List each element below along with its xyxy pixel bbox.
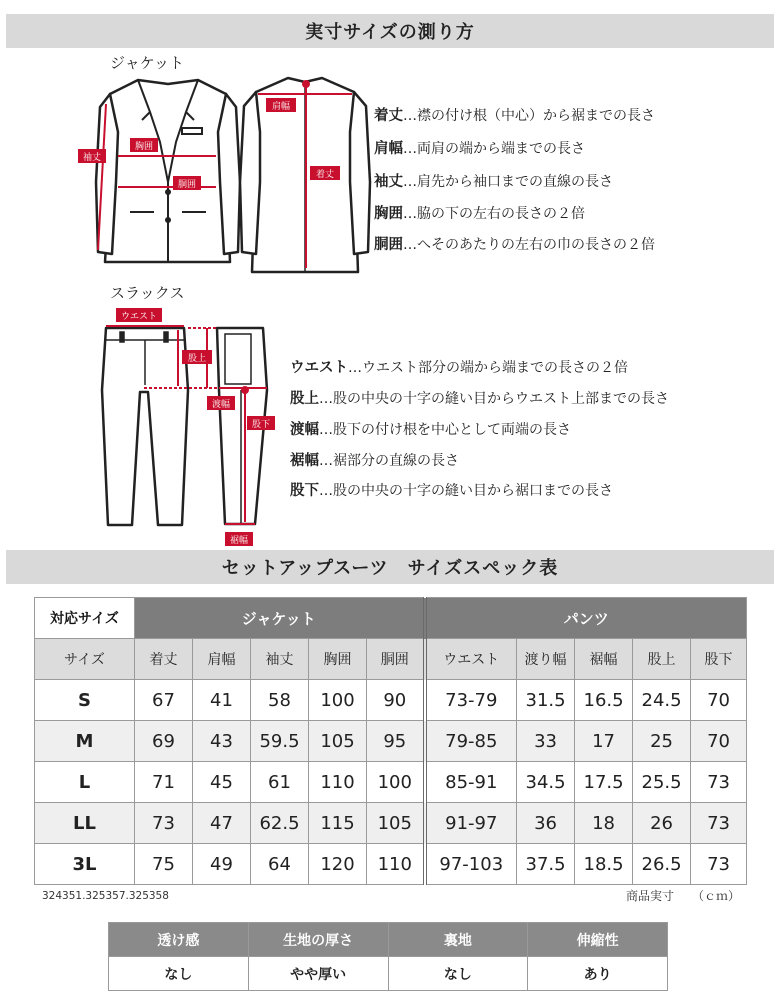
svg-text:渡幅: 渡幅	[211, 400, 231, 410]
slacks-side-illustration	[205, 318, 285, 550]
table-row	[35, 844, 747, 885]
value-cell: 105	[367, 803, 425, 844]
svg-text:股上: 股上	[187, 354, 207, 364]
column-header: 肩幅	[193, 639, 251, 680]
value-cell: 73-79	[425, 680, 517, 721]
fabric-properties-table	[108, 922, 668, 991]
size-column-header: サイズ	[35, 639, 135, 680]
column-header: 渡り幅	[517, 639, 575, 680]
size-cell: LL	[35, 803, 135, 844]
value-cell: 36	[517, 803, 575, 844]
value-cell: 79-85	[425, 721, 517, 762]
value-cell: 26	[633, 803, 691, 844]
value-cell: 58	[251, 680, 309, 721]
value-cell: 33	[517, 721, 575, 762]
fabric-header: 伸縮性	[528, 923, 668, 957]
unit-note: 商品実寸 （ｃｍ）	[625, 889, 740, 903]
slacks-section-label: スラックス	[110, 284, 185, 302]
size-cell: M	[35, 721, 135, 762]
desc-slacks-inseam: 股下…股の中央の十字の縫い目から裾口までの長さ	[290, 483, 613, 499]
column-header: 裾幅	[575, 639, 633, 680]
desc-slacks-thigh: 渡幅…股下の付け根を中心として両端の長さ	[290, 422, 571, 438]
value-cell: 90	[367, 680, 425, 721]
column-header: ウエスト	[425, 639, 517, 680]
jacket-front-illustration	[70, 72, 245, 272]
value-cell: 31.5	[517, 680, 575, 721]
value-cell: 24.5	[633, 680, 691, 721]
value-cell: 115	[309, 803, 367, 844]
fabric-header: 生地の厚さ	[248, 923, 388, 957]
value-cell: 18	[575, 803, 633, 844]
table-row	[35, 803, 747, 844]
svg-text:胴囲: 胴囲	[177, 180, 197, 190]
column-header: 胸囲	[309, 639, 367, 680]
value-cell: 64	[251, 844, 309, 885]
desc-jacket-waist: 胴囲…へそのあたりの左右の巾の長さの２倍	[374, 237, 655, 253]
desc-jacket-sleeve: 袖丈…肩先から袖口までの直線の長さ	[374, 174, 613, 190]
value-cell: 100	[367, 762, 425, 803]
value-cell: 18.5	[575, 844, 633, 885]
fabric-value: なし	[388, 957, 528, 991]
svg-text:袖丈: 袖丈	[82, 153, 102, 163]
desc-slacks-waist: ウエスト…ウエスト部分の端から端までの長さの２倍	[290, 360, 628, 376]
fabric-header: 透け感	[109, 923, 249, 957]
value-cell: 16.5	[575, 680, 633, 721]
slacks-waist-tag	[116, 308, 162, 322]
value-cell: 110	[309, 762, 367, 803]
thigh-tag	[207, 396, 235, 410]
value-cell: 49	[193, 844, 251, 885]
pants-group-header: パンツ	[425, 598, 747, 639]
size-cell: S	[35, 680, 135, 721]
value-cell: 61	[251, 762, 309, 803]
fabric-value: なし	[109, 957, 249, 991]
sleeve-tag	[78, 149, 106, 163]
column-header: 袖丈	[251, 639, 309, 680]
value-cell: 91-97	[425, 803, 517, 844]
inseam-tag	[247, 416, 275, 430]
svg-text:肩幅: 肩幅	[271, 102, 291, 112]
jacket-section-label: ジャケット	[110, 54, 184, 72]
value-cell: 73	[135, 803, 193, 844]
column-header: 股上	[633, 639, 691, 680]
value-cell: 85-91	[425, 762, 517, 803]
value-cell: 73	[691, 762, 747, 803]
desc-jacket-length: 着丈…襟の付け根（中心）から裾までの長さ	[374, 108, 655, 124]
value-cell: 26.5	[633, 844, 691, 885]
value-cell: 70	[691, 721, 747, 762]
value-cell: 95	[367, 721, 425, 762]
product-codes: 324351.325357.325358	[42, 890, 169, 902]
value-cell: 75	[135, 844, 193, 885]
size-cell: 3L	[35, 844, 135, 885]
value-cell: 62.5	[251, 803, 309, 844]
value-cell: 17.5	[575, 762, 633, 803]
spec-banner: セットアップスーツ サイズスペック表	[6, 550, 774, 584]
size-spec-table	[34, 597, 747, 885]
value-cell: 110	[367, 844, 425, 885]
value-cell: 105	[309, 721, 367, 762]
value-cell: 47	[193, 803, 251, 844]
value-cell: 71	[135, 762, 193, 803]
shoulder-tag	[266, 98, 296, 112]
desc-slacks-hem: 裾幅…裾部分の直線の長さ	[290, 453, 459, 469]
value-cell: 67	[135, 680, 193, 721]
jacket-back-illustration	[228, 72, 378, 277]
chest-tag	[130, 138, 158, 152]
size-cell: L	[35, 762, 135, 803]
svg-text:胸囲: 胸囲	[134, 142, 154, 152]
corner-cell: 対応サイズ	[35, 598, 135, 639]
table-row	[35, 762, 747, 803]
value-cell: 41	[193, 680, 251, 721]
desc-slacks-rise: 股上…股の中央の十字の縫い目からウエスト上部までの長さ	[290, 391, 669, 407]
slacks-front-illustration	[96, 300, 216, 535]
value-cell: 25	[633, 721, 691, 762]
svg-text:着丈: 着丈	[315, 170, 335, 180]
value-cell: 100	[309, 680, 367, 721]
value-cell: 43	[193, 721, 251, 762]
value-cell: 45	[193, 762, 251, 803]
value-cell: 59.5	[251, 721, 309, 762]
length-tag	[310, 166, 340, 180]
column-header: 着丈	[135, 639, 193, 680]
fabric-value: あり	[528, 957, 668, 991]
table-row	[35, 680, 747, 721]
value-cell: 25.5	[633, 762, 691, 803]
svg-text:ウエスト: ウエスト	[120, 312, 158, 322]
jacket-group-header: ジャケット	[135, 598, 425, 639]
value-cell: 97-103	[425, 844, 517, 885]
svg-text:股下: 股下	[251, 420, 271, 430]
measure-banner: 実寸サイズの測り方	[6, 14, 774, 48]
column-header: 胴囲	[367, 639, 425, 680]
value-cell: 70	[691, 680, 747, 721]
column-header: 股下	[691, 639, 747, 680]
fabric-value: やや厚い	[248, 957, 388, 991]
hem-tag	[225, 532, 253, 546]
svg-text:裾幅: 裾幅	[229, 536, 249, 546]
value-cell: 69	[135, 721, 193, 762]
value-cell: 73	[691, 844, 747, 885]
value-cell: 73	[691, 803, 747, 844]
desc-jacket-chest: 胸囲…脇の下の左右の長さの２倍	[374, 206, 585, 222]
value-cell: 34.5	[517, 762, 575, 803]
value-cell: 17	[575, 721, 633, 762]
value-cell: 120	[309, 844, 367, 885]
waist-tag	[173, 176, 201, 190]
value-cell: 37.5	[517, 844, 575, 885]
table-row	[35, 721, 747, 762]
fabric-header: 裏地	[388, 923, 528, 957]
desc-jacket-shoulder: 肩幅…両肩の端から端までの長さ	[374, 141, 585, 157]
